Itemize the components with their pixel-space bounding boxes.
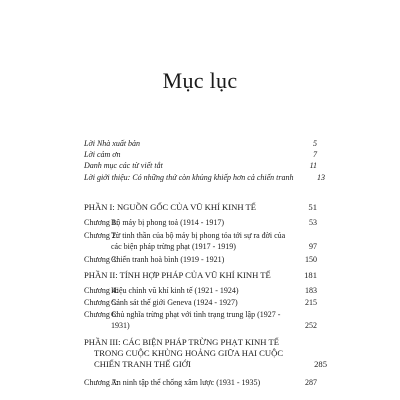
entry-page: 7	[313, 150, 317, 159]
toc-entry-publisher-note	[84, 138, 317, 149]
chapter-number: Chương 7:	[84, 378, 119, 387]
chapter-number: Chương 3:	[84, 255, 119, 264]
part-label: PHẦN II: TÍNH HỢP PHÁP CỦA VŨ KHÍ KINH TẾ	[84, 270, 271, 280]
entry-page: 181	[304, 270, 317, 280]
toc-chapter-1	[84, 217, 317, 228]
part-label: PHẦN III: CÁC BIỆN PHÁP TRỪNG PHẠT KINH TẾ TRONG CUỘC KHỦNG HOẢNG GIỮA HAI CUỘC CHIẾN TRANH THẾ GIỚI	[84, 337, 284, 369]
toc-chapter-7	[84, 377, 317, 388]
toc-chapter-5	[84, 297, 317, 308]
entry-label: Lời giới thiệu: Có những thứ còn khủng khiếp hơn cả chiến tranh	[84, 173, 294, 182]
entry-page: 5	[313, 139, 317, 148]
chapter-title: Cảnh sát thế giới Geneva (1924 - 1927)	[111, 298, 238, 307]
chapter-number: Chương 4:	[84, 286, 119, 295]
toc-chapter-2	[84, 230, 317, 252]
chapter-number: Chương 6:	[84, 310, 119, 319]
entry-page: 285	[314, 359, 327, 369]
entry-page: 11	[309, 161, 317, 170]
entry-page: 150	[305, 255, 317, 264]
toc-part-2	[84, 270, 317, 281]
chapter-title: Hiệu chỉnh vũ khí kinh tế (1921 - 1924)	[111, 286, 239, 295]
chapter-title: An ninh tập thể chống xâm lược (1931 - 1935)	[111, 378, 261, 387]
chapter-title: Bộ máy bị phong toả (1914 - 1917)	[111, 218, 225, 227]
chapter-title: Từ tinh thần của bộ máy bị phong tỏa tới sự ra đời của các biện pháp trừng phạt (1917 - 1919)	[111, 231, 286, 251]
entry-label: Lời cảm ơn	[84, 150, 121, 159]
entry-label: Lời Nhà xuất bản	[84, 139, 141, 148]
entry-page: 215	[305, 298, 317, 307]
toc-entry-introduction: Lời giới thiệu: Có những thứ còn khủng khiếp hơn cả chiến tranh 13	[84, 173, 325, 182]
toc-entry-abbreviations	[84, 160, 317, 171]
chapter-title: Chiến tranh hoà bình (1919 - 1921)	[111, 255, 225, 264]
toc-entry-acknowledgements	[84, 149, 317, 160]
toc-part-1	[84, 202, 317, 213]
page-title: Mục lục	[162, 68, 238, 93]
entry-label: Danh mục các từ viết tắt	[84, 161, 163, 170]
chapter-title: Chủ nghĩa trừng phạt với tình trạng trung lập (1927 - 1931)	[111, 310, 281, 330]
entry-page: 287	[305, 378, 317, 387]
toc-chapter-3	[84, 254, 317, 265]
part-label: PHẦN I: NGUỒN GỐC CỦA VŨ KHÍ KINH TẾ	[84, 202, 257, 212]
entry-page: 97	[309, 242, 317, 251]
chapter-number: Chương 2:	[84, 231, 119, 240]
chapter-number: Chương 5:	[84, 298, 119, 307]
chapter-number: Chương 1:	[84, 218, 119, 227]
entry-page: 183	[305, 286, 317, 295]
toc-part-3	[84, 337, 327, 370]
toc-chapter-6	[84, 309, 317, 331]
entry-page: 51	[308, 202, 317, 212]
entry-page: 53	[309, 218, 317, 227]
entry-page: 252	[305, 321, 317, 330]
toc-chapter-4	[84, 285, 317, 296]
